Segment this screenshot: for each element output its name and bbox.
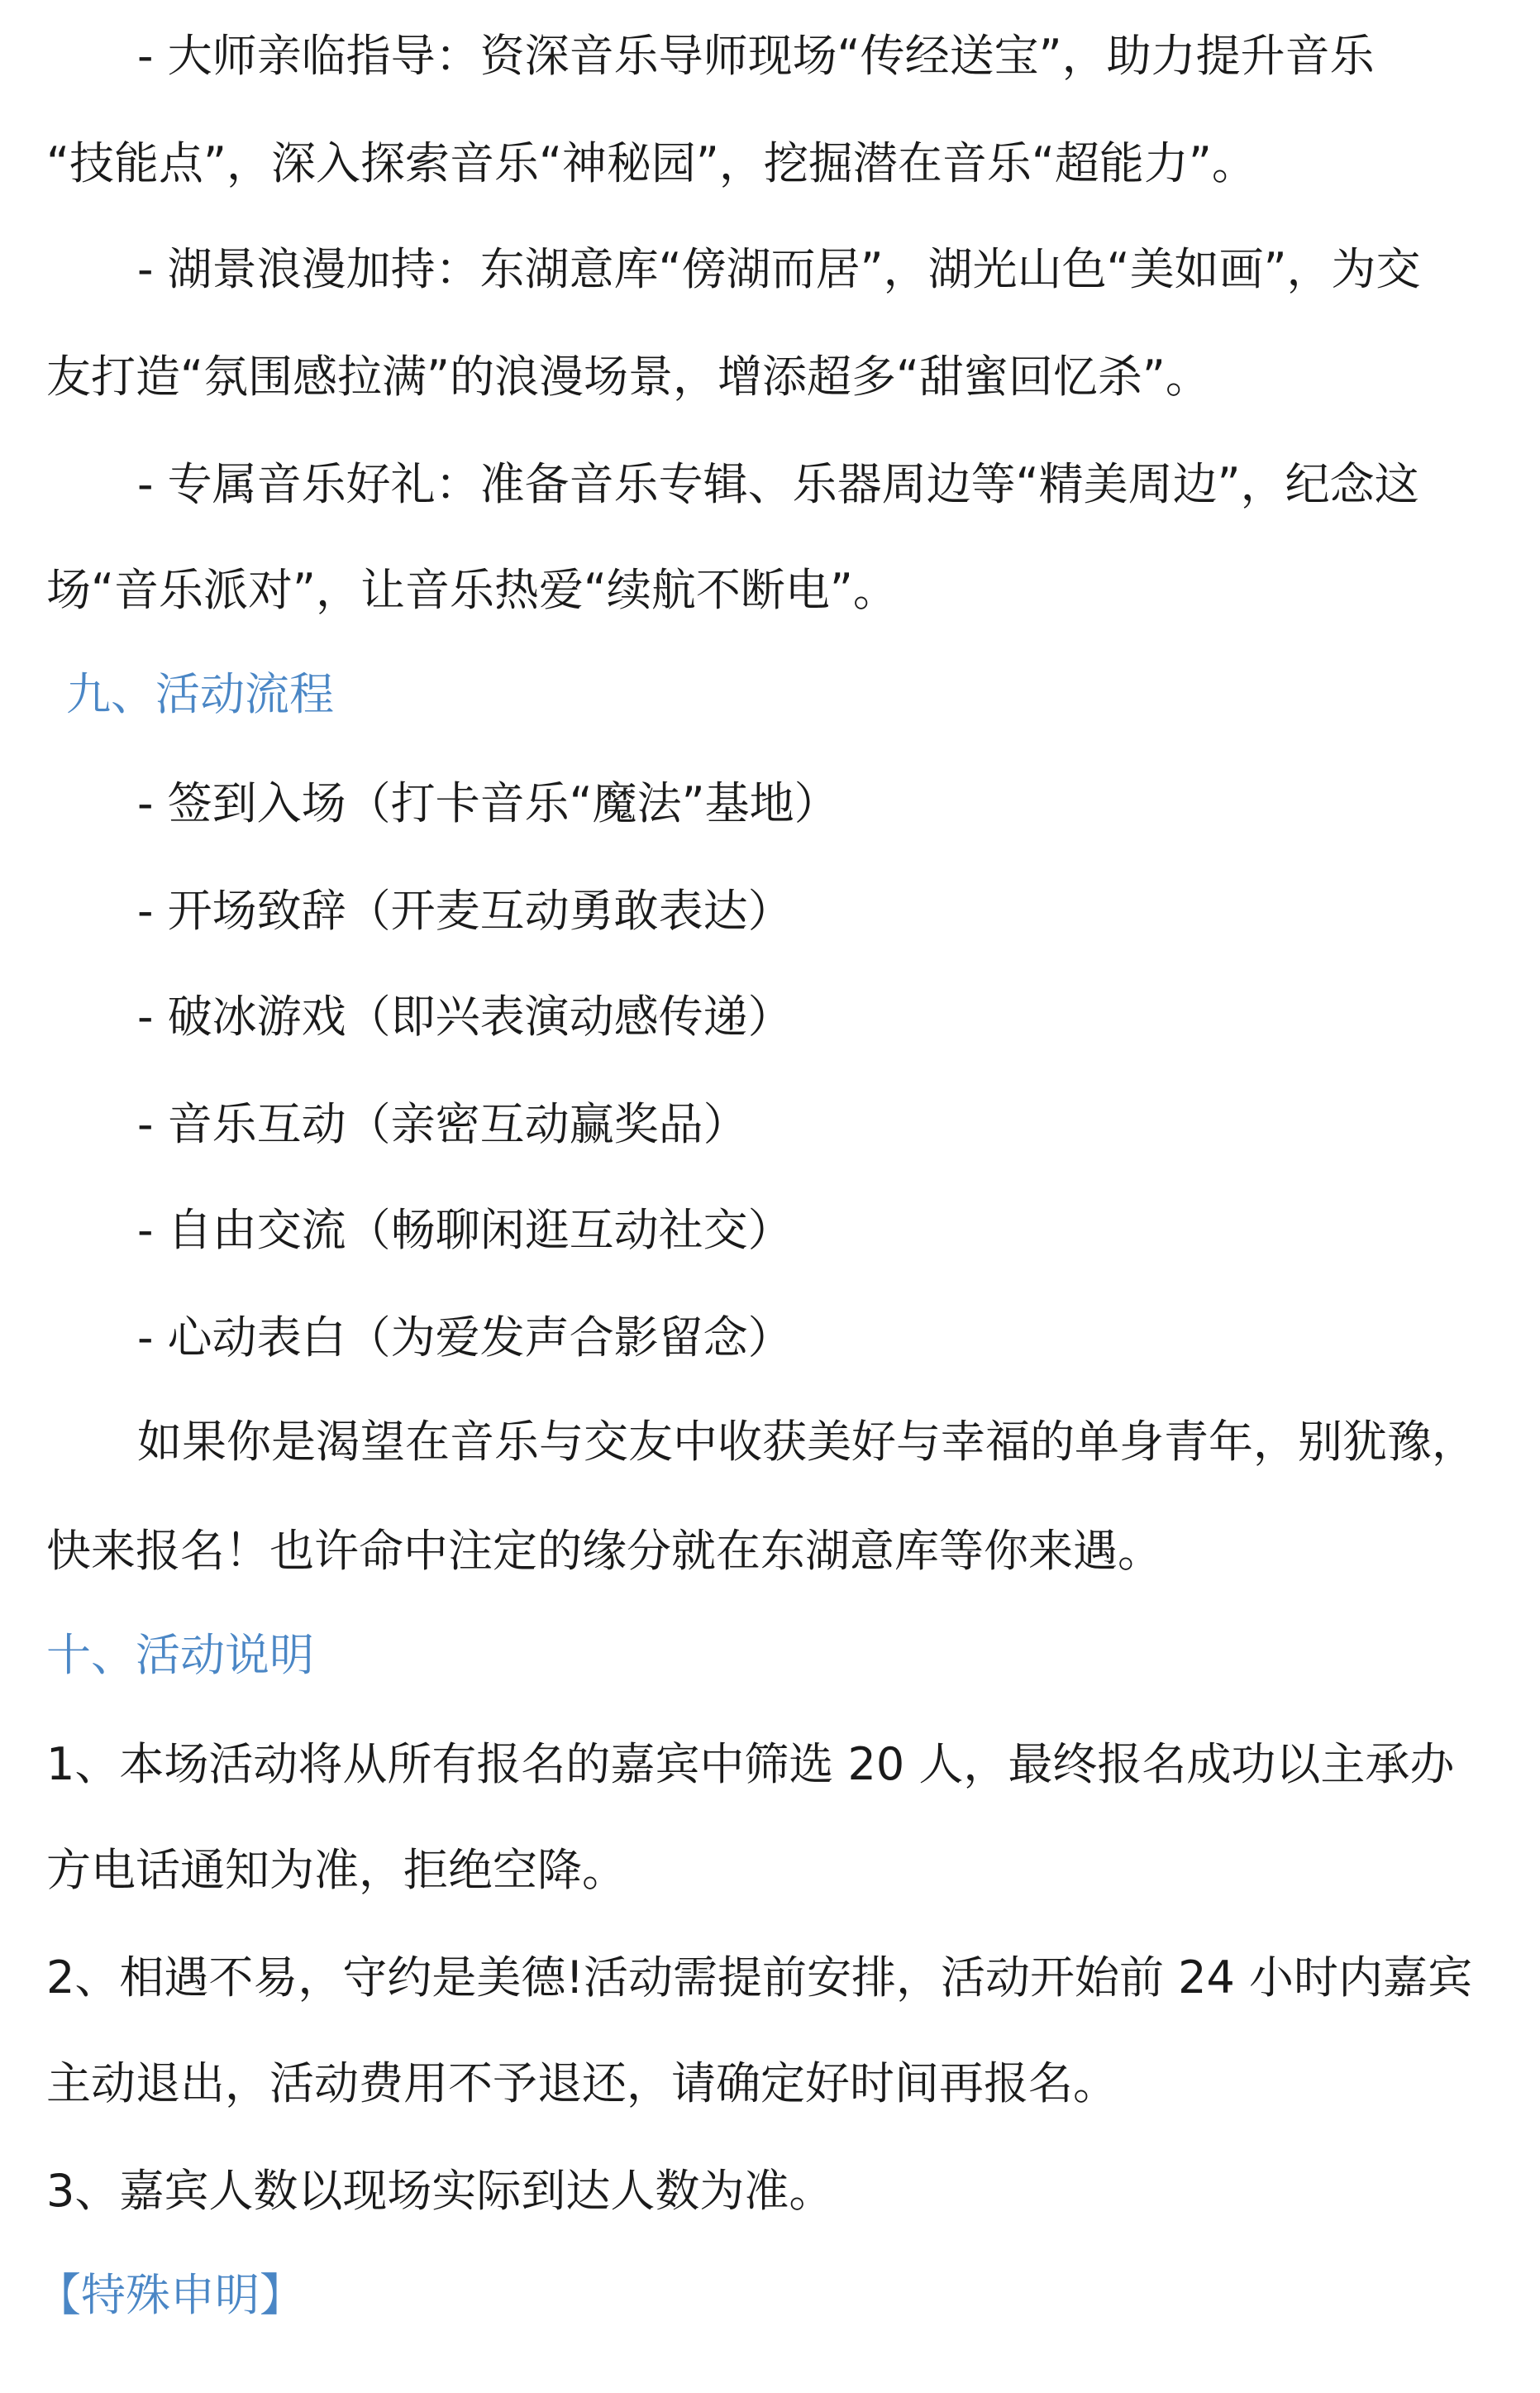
section-heading: 十、活动说明: [46, 1629, 314, 1681]
paragraph-line: - 湖景浪漫加持：东湖意库“傍湖而居”，湖光山色“美如画”，为交: [137, 243, 1421, 295]
paragraph-line: 友打造“氛围感拉满”的浪漫场景，增添超多“甜蜜回忆杀”。: [46, 351, 1210, 403]
section-heading: 九、活动流程: [66, 668, 334, 720]
paragraph-line: 快来报名！也许命中注定的缘分就在东湖意库等你来遇。: [46, 1525, 1162, 1577]
paragraph-line: 如果你是渴望在音乐与交友中收获美好与幸福的单身青年，别犹豫，: [137, 1416, 1476, 1468]
list-item: - 开场致辞（开麦互动勇敢表达）: [137, 885, 793, 937]
special-statement-heading: 【特殊申明】: [36, 2269, 304, 2321]
paragraph-line: 3、嘉宾人数以现场实际到达人数为准。: [46, 2165, 834, 2217]
paragraph-line: - 大师亲临指导：资深音乐导师现场“传经送宝”，助力提升音乐: [137, 30, 1375, 82]
paragraph-line: 方电话通知为准，拒绝空降。: [46, 1844, 627, 1896]
paragraph-line: “技能点”，深入探索音乐“神秘园”，挖掘潜在音乐“超能力”。: [46, 137, 1256, 189]
list-item: - 自由交流（畅聊闲逛互动社交）: [137, 1204, 793, 1256]
paragraph-line: 场“音乐派对”，让音乐热爱“续航不断电”。: [46, 564, 898, 616]
list-item: - 心动表白（为爱发声合影留念）: [137, 1311, 793, 1364]
paragraph-line: 主动退出，活动费用不予退还，请确定好时间再报名。: [46, 2057, 1118, 2109]
list-item: - 音乐互动（亲密互动赢奖品）: [137, 1098, 748, 1150]
paragraph-line: - 专属音乐好礼：准备音乐专辑、乐器周边等“精美周边”，纪念这: [137, 458, 1419, 510]
list-item: - 签到入场（打卡音乐“魔法”基地）: [137, 777, 839, 829]
paragraph-line: 1、本场活动将从所有报名的嘉宾中筛选 20 人，最终报名成功以主承办: [46, 1738, 1455, 1790]
paragraph-line: 2、相遇不易，守约是美德!活动需提前安排，活动开始前 24 小时内嘉宾: [46, 1951, 1473, 2004]
list-item: - 破冰游戏（即兴表演动感传递）: [137, 991, 793, 1043]
